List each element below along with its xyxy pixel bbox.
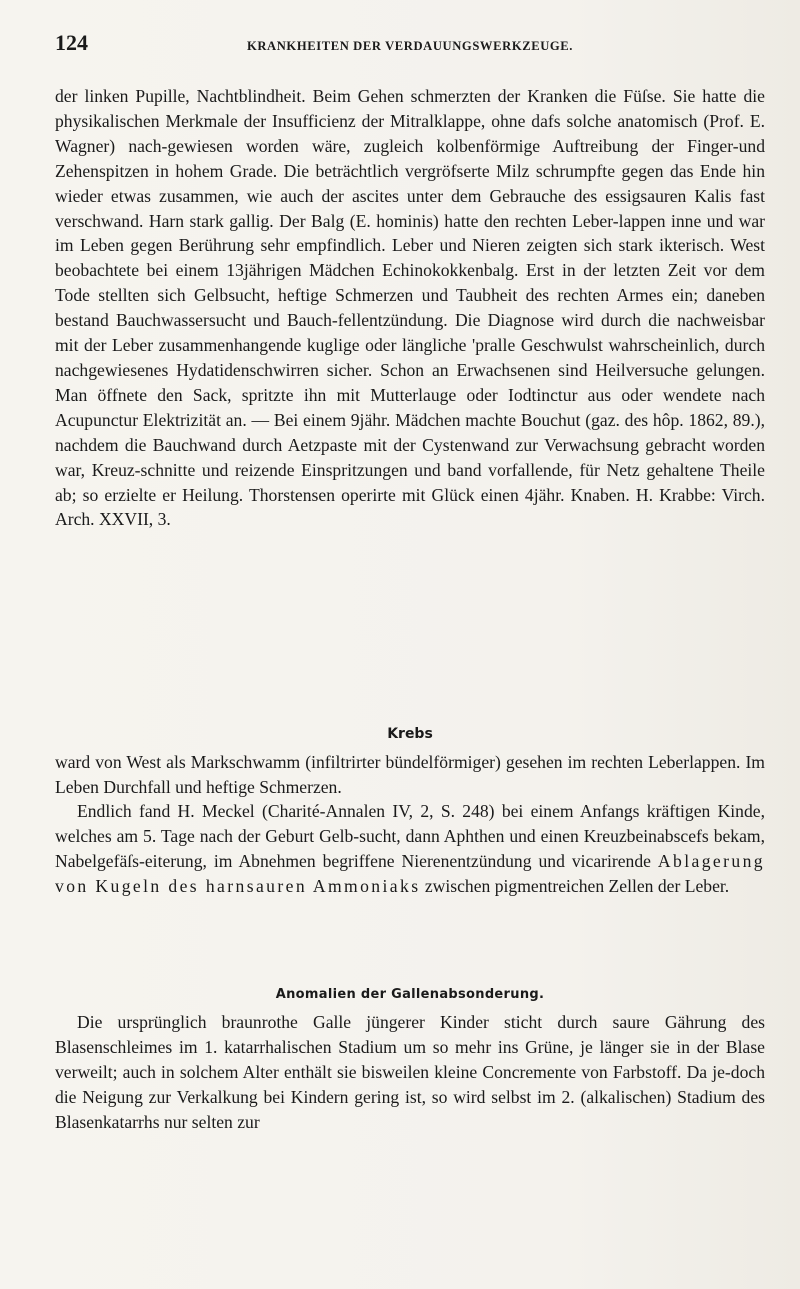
- paragraph-meckel-emphasis: Ablagerung von Kugeln des harnsauren Ammoniaks: [55, 850, 765, 896]
- paragraph-meckel: [55, 799, 765, 899]
- page-number: 124: [55, 30, 88, 55]
- paragraph-galle: Die ursprünglich braunrothe Galle jüngerer Kinder sticht durch saure Gährung des Blasenschleimes im 1. katarrhalischen Stadium um so mehr ins Grüne, je länger sie in der Blase verweilt; auch in solchem Alter enthält sie bisweilen kleine Concremente von Farbstoff. Da je-doch die Neigung zur Verkalkung bei Kindern gering ist, so wird selbst im 2. (alkalischen) Stadium des Blasenkatarrhs nur selten zur: [55, 1012, 765, 1132]
- paragraph-meckel-end: zwischen pigmentreichen Zellen der Leber.: [424, 875, 730, 896]
- paragraph-echinococcus-continued: der linken Pupille, Nachtblindheit. Beim Gehen schmerzten der Kranken die Füſse. Sie hatte die physikalischen Merkmale der Insufficienz der Mitralklappe, ohne dafs solche anatomisch (Prof. E. Wagner) nach-gewiesen worden wäre, zugleich kolbenförmige Auftreibung der Finger-und Zehenspitzen in hohem Grade. Die beträchtlich vergröfserte Milz schrumpfte gegen das Ende hin wieder etwas zusammen, wie auch der ascites unter dem Gebrauche des essigsauren Kalis fast verschwand. Harn stark gallig. Der Balg (E. hominis) hatte den rechten Leber-lappen inne und war im Leben gegen Berührung sehr empfindlich. Leber und Nieren zeigten sich stark ikterisch. West beobachtete bei einem 13jährigen Mädchen Echinokokkenbalg. Erst in der letzten Zeit vor dem Tode stellten sich Gelbsucht, heftige Schmerzen und Taubheit des rechten Armes ein; daneben bestand Bauchwassersucht und Bauch-fellentzündung. Die Diagnose wird durch die nachweisbar mit der Leber zusammenhangende kuglige oder längliche 'pralle Geschwulst wahrscheinlich, durch nachgewiesenes Hydatidenschwirren sicher. Schon an Erwachsenen sind Heilversuche gelungen. Man öffnete den Sack, spritzte ihn mit Mutterlauge oder Iodtinctur aus oder wendete nach Acupunctur Elektrizität an. — Bei einem 9jähr. Mädchen machte Bouchut (gaz. des hôp. 1862, 89.), nachdem die Bauchwand durch Aetzpaste mit der Cystenwand zur Verwachsung gebracht worden war, Kreuz-schnitte und reizende Einspritzungen und band vorfallende, für Netz gehaltene Theile ab; so erzielte er Heilung. Thorstensen operirte mit Glück einen 4jähr. Knaben. H. Krabbe: Virch. Arch. XXVII, 3.: [55, 86, 765, 530]
- page-header: [55, 30, 765, 64]
- running-head: KRANKHEITEN DER VERDAUUNGSWERKZEUGE.: [246, 39, 574, 53]
- paragraph-meckel-start: Endlich fand H. Meckel (Charité-Annalen IV, 2, S. 248) bei einem Anfangs kräftigen Kinde, welches am 5. Tage nach der Geburt Gelb-sucht, dann Aphthen und einen Kreuzbeinabscefs bekam, Nabelgefäſs-eiterung, im Abnehmen begriffene Nierenentzündung und vicarirende: [55, 801, 765, 871]
- paragraph-krebs: ward von West als Markschwamm (infiltrirter bündelförmiger) gesehen im rechten Leberlappen. Im Leben Durchfall und heftige Schmerzen.: [55, 752, 765, 797]
- section-heading-anomalien: Anomalien der Gallenabsonderung.: [275, 987, 545, 1002]
- section-heading-krebs: Krebs: [387, 726, 433, 742]
